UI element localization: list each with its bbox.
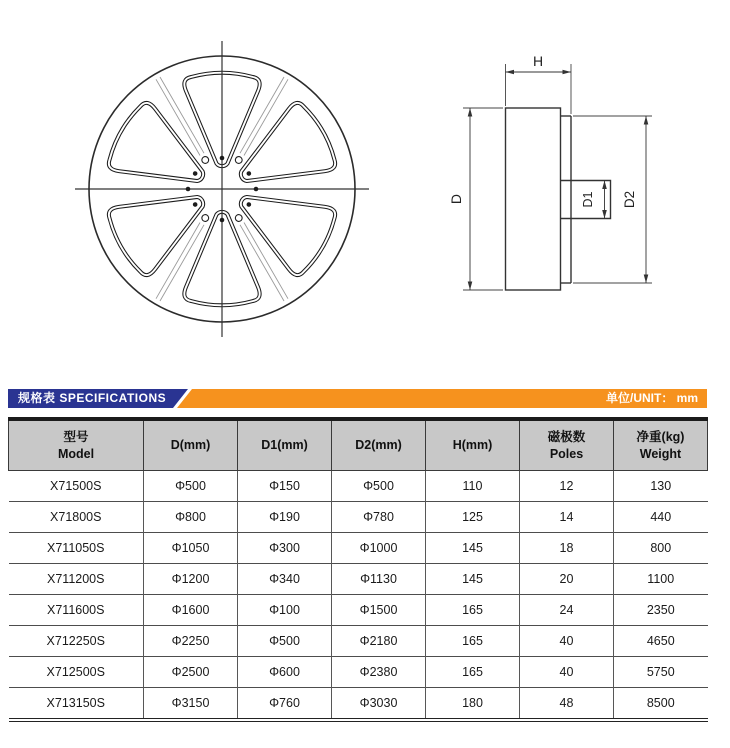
cell-d2: Φ500 — [332, 471, 426, 502]
header-weight: 净重(kg) Weight — [614, 419, 708, 471]
table-row — [9, 533, 708, 564]
cell-d2: Φ780 — [332, 502, 426, 533]
table-header-row — [9, 419, 708, 471]
cell-weight: 5750 — [646, 665, 675, 679]
cell-d1: Φ150 — [238, 471, 332, 502]
dimension-arrows — [468, 70, 649, 290]
body-outline — [506, 108, 561, 290]
table-row — [9, 471, 708, 502]
cell-h: 145 — [426, 533, 520, 564]
cell-h: 165 — [426, 595, 520, 626]
cell-h: 165 — [426, 626, 520, 657]
side-view-drawing — [440, 40, 680, 310]
unit-label: 单位/UNIT： mm — [605, 391, 698, 405]
header-model: 型号 Model — [9, 419, 144, 471]
cell-d1: Φ340 — [238, 564, 332, 595]
cell-d1: Φ300 — [238, 533, 332, 564]
table-row — [9, 688, 708, 721]
cell-weight: 800 — [650, 541, 672, 555]
cell-d: Φ1200 — [144, 564, 238, 595]
cell-weight: 440 — [650, 510, 672, 524]
cell-d: Φ500 — [144, 471, 238, 502]
cell-d: Φ2500 — [144, 657, 238, 688]
header-d2: D2(mm) — [332, 419, 426, 471]
header-d: D(mm) — [144, 419, 238, 471]
cell-h: 180 — [426, 688, 520, 721]
cell-h: 125 — [426, 502, 520, 533]
spec-title: 规格表 SPECIFICATIONS — [18, 391, 167, 405]
table-row — [9, 502, 708, 533]
cell-d2: Φ2380 — [332, 657, 426, 688]
cell-model: X711200S — [9, 564, 144, 595]
label-d2: D2 — [622, 190, 637, 209]
cell-d: Φ2250 — [144, 626, 238, 657]
cell-d1: Φ100 — [238, 595, 332, 626]
cell-d1: Φ760 — [238, 688, 332, 721]
header-d1: D1(mm) — [238, 419, 332, 471]
cell-model: X71800S — [9, 502, 144, 533]
cell-d2: Φ1000 — [332, 533, 426, 564]
cell-poles: 14 — [520, 502, 614, 533]
header-poles: 磁极数 Poles — [520, 419, 614, 471]
table-row — [9, 564, 708, 595]
cell-poles: 18 — [520, 533, 614, 564]
cell-weight: 130 — [650, 479, 672, 493]
cell-d: Φ1050 — [144, 533, 238, 564]
cell-d1: Φ600 — [238, 657, 332, 688]
label-d1: D1 — [581, 191, 595, 208]
cell-d2: Φ2180 — [332, 626, 426, 657]
label-d: D — [448, 193, 464, 205]
table-row — [9, 595, 708, 626]
cell-model: X711600S — [9, 595, 144, 626]
cell-model: X71500S — [9, 471, 144, 502]
cell-model: X712500S — [9, 657, 144, 688]
cell-model: X713150S — [9, 688, 144, 721]
cell-d: Φ3150 — [144, 688, 238, 721]
header-h: H(mm) — [426, 419, 520, 471]
front-view-drawing — [72, 39, 372, 339]
cell-weight: 8500 — [646, 696, 675, 710]
cell-d: Φ1600 — [144, 595, 238, 626]
cell-d1: Φ500 — [238, 626, 332, 657]
cell-d2: Φ3030 — [332, 688, 426, 721]
cell-weight: 4650 — [646, 634, 675, 648]
cell-poles: 40 — [520, 626, 614, 657]
cell-poles: 24 — [520, 595, 614, 626]
cell-d2: Φ1500 — [332, 595, 426, 626]
label-h: H — [532, 53, 544, 69]
spec-header-bar — [8, 389, 707, 408]
cell-model: X711050S — [9, 533, 144, 564]
cell-weight: 1100 — [647, 572, 675, 586]
table-row — [9, 657, 708, 688]
cell-poles: 12 — [520, 471, 614, 502]
table-row — [9, 626, 708, 657]
cell-h: 145 — [426, 564, 520, 595]
cell-weight: 2350 — [646, 603, 675, 617]
cell-poles: 20 — [520, 564, 614, 595]
specifications-table — [8, 417, 707, 722]
cell-h: 165 — [426, 657, 520, 688]
cell-poles: 48 — [520, 688, 614, 721]
cell-d2: Φ1130 — [332, 564, 426, 595]
cell-poles: 40 — [520, 657, 614, 688]
cell-d1: Φ190 — [238, 502, 332, 533]
cell-h: 110 — [426, 471, 520, 502]
cell-model: X712250S — [9, 626, 144, 657]
cell-d: Φ800 — [144, 502, 238, 533]
